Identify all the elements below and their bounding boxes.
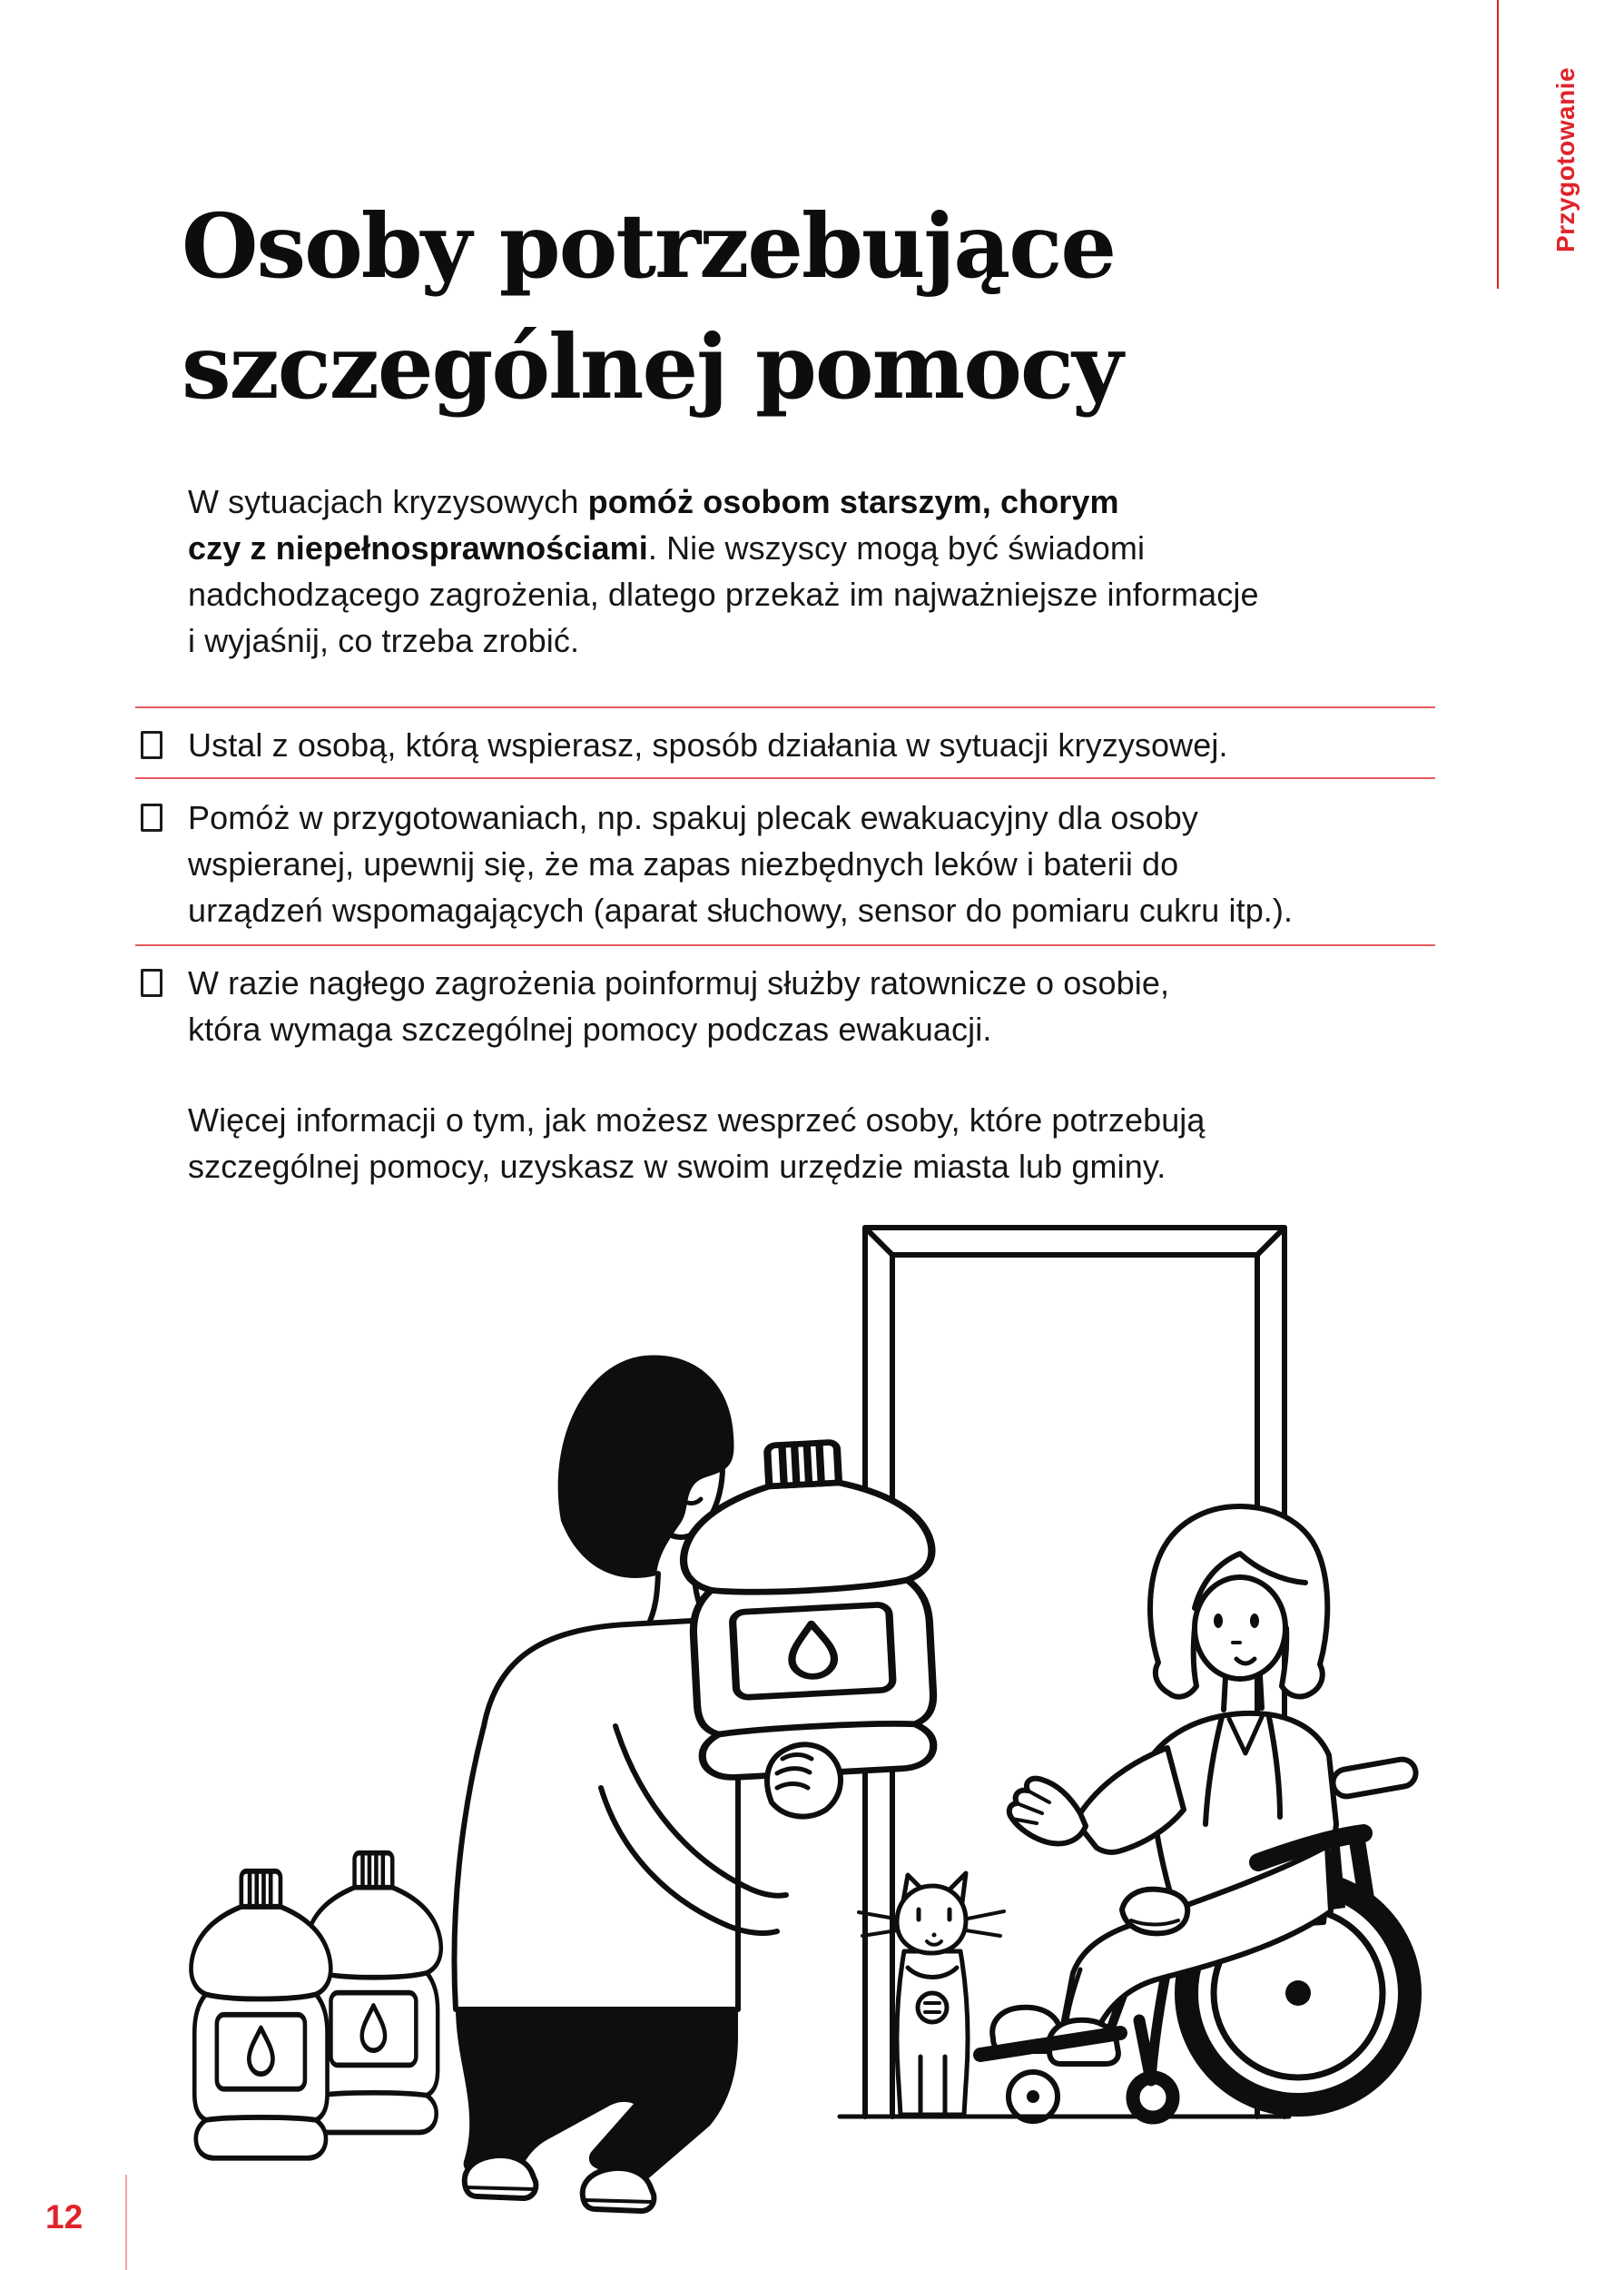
page-title xyxy=(182,186,1121,428)
checklist-item-text: Pomóż w przygotowaniach, np. spakuj plecak ewakuacyjny dla osoby wspieranej, upewnij się, że ma zapas niezbędnych leków i baterii do urządzeń wspomagających (aparat słuchowy, sensor do pomiaru cukru itp.). xyxy=(188,799,1294,929)
page-title-line1: Osoby potrzebujące xyxy=(182,194,1116,298)
woman-in-wheelchair-icon xyxy=(980,1506,1418,2121)
section-spine-line xyxy=(1497,0,1499,289)
separator-line xyxy=(135,706,1435,708)
checkbox-icon xyxy=(141,731,162,759)
checklist-item xyxy=(135,722,1442,768)
checkbox-icon xyxy=(141,804,162,832)
checkbox-icon xyxy=(141,969,162,997)
page-title-line2: szczególnej pomocy xyxy=(182,315,1122,419)
checklist-item-text: Ustal z osobą, którą wspierasz, sposób działania w sytuacji kryzysowej. xyxy=(188,726,1228,764)
intro-bold: czy z niepełnosprawnościami xyxy=(188,529,648,567)
separator-line xyxy=(135,777,1435,779)
page-number: 12 xyxy=(45,2198,84,2235)
intro-line: i wyjaśnij, co trzeba zrobić. xyxy=(188,622,580,659)
cat-icon xyxy=(859,1873,1004,2115)
intro-line: czy z niepełnosprawnościami. Nie wszyscy mogą być świadomi xyxy=(188,529,1146,567)
intro-line: W sytuacjach kryzysowych pomóż osobom starszym, chorym xyxy=(188,483,1119,520)
checklist-item-text: W razie nagłego zagrożenia poinformuj służby ratownicze o osobie, która wymaga szczególnej pomocy podczas ewakuacji. xyxy=(188,964,1170,1048)
note-paragraph: Więcej informacji o tym, jak możesz wesprzeć osoby, które potrzebują szczególnej pomocy, uzyskasz w swoim urzędzie miasta lub gminy. xyxy=(188,1101,1206,1185)
water-jugs-icon xyxy=(192,1853,441,2158)
checklist-item xyxy=(135,960,1442,1052)
separator-line xyxy=(135,944,1435,946)
intro-line: nadchodzącego zagrożenia, dlatego przekaż im najważniejsze informacje xyxy=(188,576,1259,613)
intro-bold: pomóż osobom starszym, chorym xyxy=(587,483,1119,520)
man-carrying-water-icon xyxy=(454,1356,942,2211)
footer-line xyxy=(125,2175,127,2270)
intro-paragraph xyxy=(188,479,1459,664)
illustration-helping-scene xyxy=(136,1221,1443,2220)
section-label-vertical: Przygotowanie xyxy=(1551,66,1580,253)
checklist-item xyxy=(135,794,1442,933)
